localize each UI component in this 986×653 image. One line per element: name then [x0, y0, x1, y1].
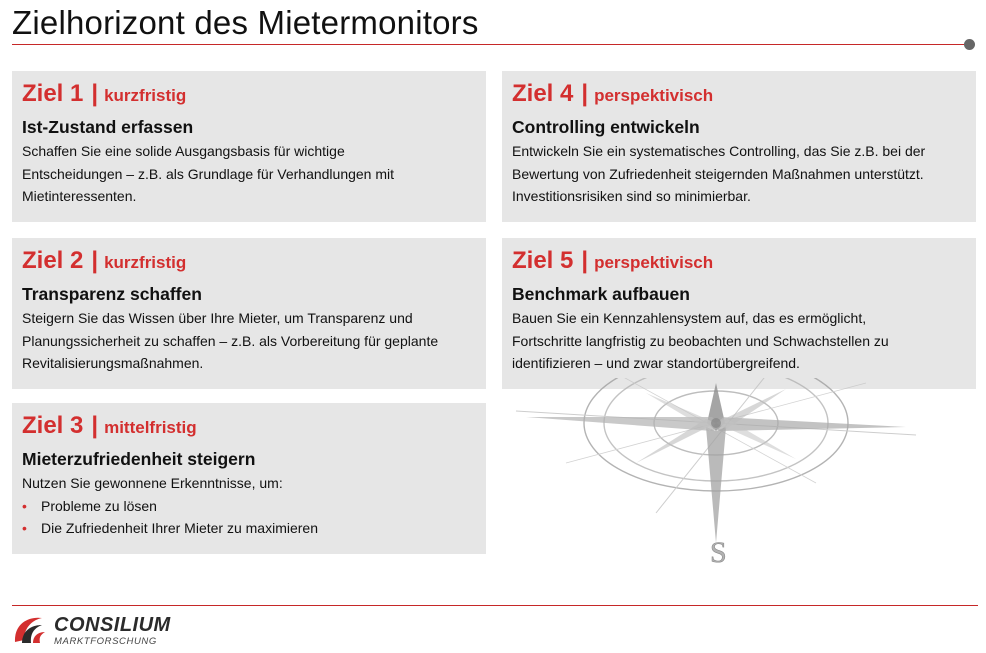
goal-separator: | — [581, 247, 589, 274]
goal-header — [22, 247, 476, 275]
slide-title: Zielhorizont des Mietermonitors — [12, 4, 479, 41]
goal-horizon: kurzfristig — [104, 86, 187, 105]
compass-south-letter: S — [710, 536, 727, 569]
goal-header — [512, 80, 966, 108]
goal-horizon: perspektivisch — [594, 253, 714, 272]
goal-separator: | — [91, 80, 99, 107]
goal-number: Ziel 2 — [22, 247, 84, 274]
footer-divider — [12, 605, 978, 606]
goal-card-3 — [12, 403, 486, 554]
goal-heading: Controlling entwickeln — [512, 117, 700, 137]
logo-mark-icon — [12, 612, 50, 646]
goal-description: Schaffen Sie eine solide Ausgangsbasis für wichtige Entscheidungen – z.B. als Grundlage für Verhandlungen mit Mietinteressenten. — [22, 143, 395, 204]
title-divider-dot — [964, 39, 975, 50]
list-item: • Probleme zu lösen — [22, 495, 476, 518]
logo-subtitle: MARKTFORSCHUNG — [54, 636, 157, 647]
goal-separator: | — [91, 247, 99, 274]
goal-description: Entwickeln Sie ein systematisches Controlling, das Sie z.B. bei der Bewertung von Zufriedenheit steigernden Maßnahmen unterstützt. Investitionsrisiken sind so minimierbar. — [512, 143, 926, 204]
compass-rose-icon — [506, 378, 926, 578]
goal-header — [512, 247, 966, 275]
goal-separator: | — [581, 80, 589, 107]
goal-description: Bauen Sie ein Kennzahlensystem auf, das es ermöglicht, Fortschritte langfristig zu beobachten und Schwachstellen zu identifizieren – und zwar standortübergreifend. — [512, 310, 889, 371]
goal-bullet-list — [22, 495, 476, 540]
goal-heading: Transparenz schaffen — [22, 284, 202, 304]
goal-card-1 — [12, 71, 486, 222]
goal-card-5 — [502, 238, 976, 389]
goal-header — [22, 80, 476, 108]
goal-separator: | — [91, 412, 99, 439]
goal-number: Ziel 4 — [512, 80, 574, 107]
goal-horizon: kurzfristig — [104, 253, 187, 272]
goal-heading: Benchmark aufbauen — [512, 284, 690, 304]
goal-heading: Ist-Zustand erfassen — [22, 117, 194, 137]
goal-horizon: perspektivisch — [594, 86, 714, 105]
goal-card-2 — [12, 238, 486, 389]
company-logo — [12, 610, 222, 650]
goal-card-4 — [502, 71, 976, 222]
goal-description: Nutzen Sie gewonnene Erkenntnisse, um: — [22, 475, 283, 491]
title-divider — [12, 44, 964, 45]
logo-name: CONSILIUM — [54, 614, 171, 636]
goal-description: Steigern Sie das Wissen über Ihre Mieter, um Transparenz und Planungssicherheit zu schaffen – z.B. als Vorbereitung für geplante Revitalisierungsmaßnahmen. — [22, 310, 439, 371]
goal-number: Ziel 1 — [22, 80, 84, 107]
goal-horizon: mittelfristig — [104, 418, 197, 437]
goal-number: Ziel 5 — [512, 247, 574, 274]
goal-number: Ziel 3 — [22, 412, 84, 439]
goal-heading: Mieterzufriedenheit steigern — [22, 449, 256, 469]
goal-header — [22, 412, 476, 440]
list-item: • Die Zufriedenheit Ihrer Mieter zu maximieren — [22, 517, 476, 540]
